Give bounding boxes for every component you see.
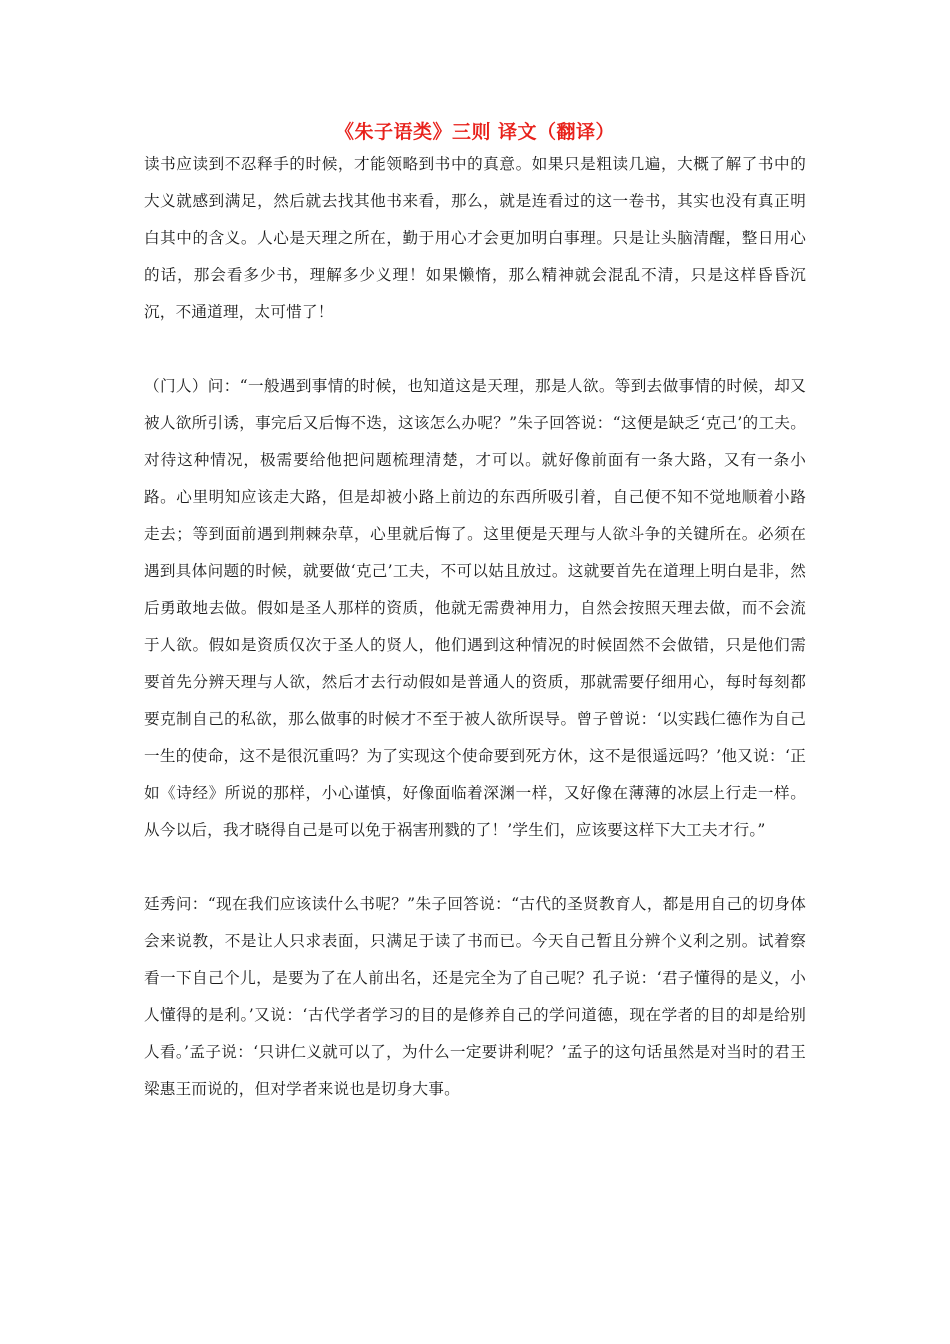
paragraph-self-restraint: （门人）问：“一般遇到事情的时候，也知道这是天理，那是人欲。等到去做事情的时候，却又被人欲所引诱，事完后又后悔不迭，这该怎么办呢？”朱子回答说：“这便是缺乏‘克己’的工夫。对待这种情况，极需要给他把问题梳理清楚，才可以。就好像前面有一条大路，又有一条小路。心里明知应该走大路，但是却被小路上前边的东西所吸引着，自己便不知不觉地顺着小路走去；等到面前遇到荆棘杂草，心里就后悔了。这里便是天理与人欲斗争的关键所在。必须在遇到具体问题的时候，就要做‘克己’工夫，不可以姑且放过。这就要首先在道理上明白是非，然后勇敢地去做。假如是圣人那样的资质，他就无需费神用力，自然会按照天理去做，而不会流于人欲。假如是资质仅次于圣人的贤人，他们遇到这种情况的时候固然不会做错，只是他们需要首先分辨天理与人欲，然后才去行动假如是普通人的资质，那就需要仔细用心，每时每刻都要克制自己的私欲，那么做事的时候才不至于被人欲所误导。曾子曾说：‘以实践仁德作为自己一生的使命，这不是很沉重吗？为了实现这个使命要到死方休，这不是很遥远吗？’他又说：‘正如《诗经》所说的那样，小心谨慎，好像面临着深渊一样，又好像在薄薄的冰层上行走一样。从今以后，我才晓得自己是可以免于祸害刑戮的了！’学生们，应该要这样下大工夫才行。” — [144, 377, 806, 839]
document-title: 《朱子语类》三则 译文（翻译） — [334, 121, 616, 143]
paragraph-tingxiu: 廷秀问：“现在我们应该读什么书呢？”朱子回答说：“古代的圣贤教育人，都是用自己的切身体会来说教，不是让人只求表面，只满足于读了书而已。今天自己暂且分辨个义利之别。试着察看一下自己个儿，是要为了在人前出名，还是完全为了自己呢？孔子说：‘君子懂得的是义，小人懂得的是利。’又说：‘古代学者学习的目的是修养自己的学问道德，现在学者的目的却是给别人看。’孟子说：‘只讲仁义就可以了，为什么一定要讲利呢？’孟子的这句话虽然是对当时的君王梁惠王而说的，但对学者来说也是切身大事。 — [144, 895, 806, 1098]
paragraph-spacer — [144, 849, 806, 886]
document-page — [144, 120, 806, 1108]
paragraph-spacer — [144, 331, 806, 368]
paragraph-reading: 读书应读到不忍释手的时候，才能领略到书中的真意。如果只是粗读几遍，大概了解了书中的大义就感到满足，然后就去找其他书来看，那么，就是连看过的这一卷书，其实也没有真正明白其中的含义。人心是天理之所在，勤于用心才会更加明白事理。只是让头脑清醒，整日用心的话，那会看多少书，理解多少义理！如果懒惰，那么精神就会混乱不清，只是这样昏昏沉沉，不通道理，太可惜了！ — [144, 155, 806, 321]
